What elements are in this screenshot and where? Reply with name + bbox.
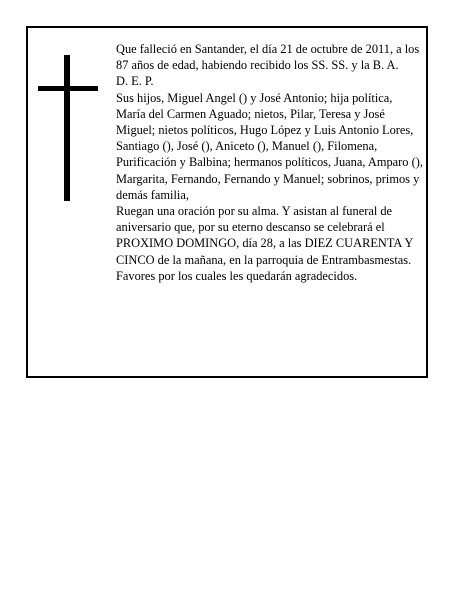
notice-body xyxy=(116,41,424,284)
obituary-notice xyxy=(26,26,428,378)
latin-cross-icon xyxy=(38,55,98,201)
death-statement: Que falleció en Santander, el día 21 de octubre de 2011, a los 87 años de edad, habiendo recibido los SS. SS. y la B. A. xyxy=(116,42,420,73)
dep-line: D. E. P. xyxy=(116,74,154,89)
funeral-announcement: Ruegan una oración por su alma. Y asistan al funeral de aniversario que, por su eterno descanso se celebrará el PROXIMO DOMINGO, día 28, a las DIEZ CUARENTA Y CINCO de la mañana, en la parroquia de Entrambasmestas. Favores por los cuales les quedarán agradecidos. xyxy=(116,204,413,283)
family-list: Sus hijos, Miguel Angel () y José Antonio; hija política, María del Carmen Aguado; nietos, Pilar, Teresa y José Miguel; nietos políticos, Hugo López y Luis Antonio Lores, Santiago (), José (), Aniceto (), Manuel (), Filomena, Purificación y Balbina; hermanos políticos, Juana, Amparo (), Margarita, Fernando, Fernando y Manuel; sobrinos, primos y demás familia, xyxy=(116,90,423,202)
cross-horizontal-bar xyxy=(38,86,98,91)
cross-vertical-bar xyxy=(64,55,70,201)
